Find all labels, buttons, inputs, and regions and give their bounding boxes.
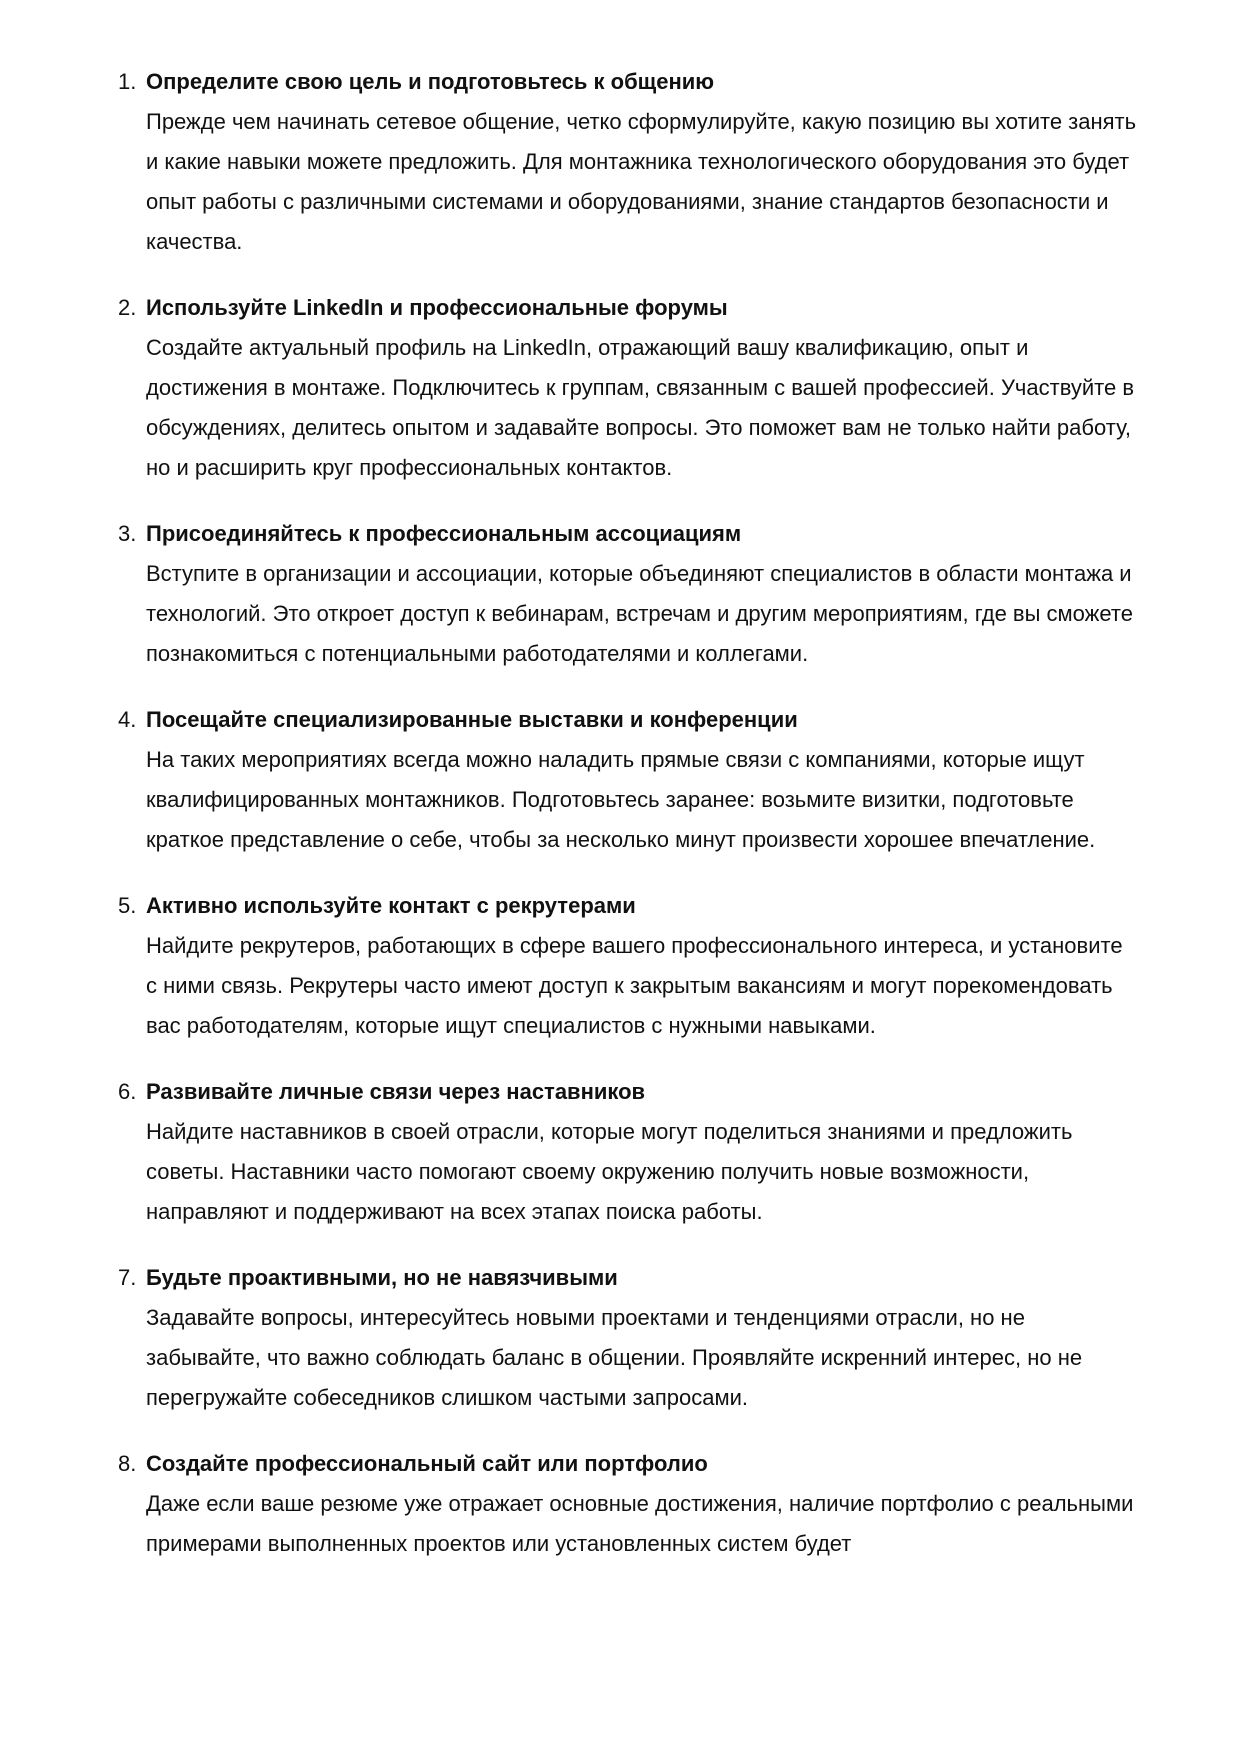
item-title: Будьте проактивными, но не навязчивыми <box>146 1265 618 1290</box>
item-body: Прежде чем начинать сетевое общение, четко сформулируйте, какую позицию вы хотите занять и какие навыки можете предложить. Для монтажника технологического оборудования это будет опыт работы с различными системами и оборудованиями, знание стандартов безопасности и качества. <box>146 109 1137 254</box>
list-item <box>118 1444 1139 1564</box>
item-body: Создайте актуальный профиль на LinkedIn, отражающий вашу квалификацию, опыт и достижения в монтаже. Подключитесь к группам, связанным с вашей профессией. Участвуйте в обсуждениях, делитесь опытом и задавайте вопросы. Это поможет вам не только найти работу, но и расширить круг профессиональных контактов. <box>146 335 1135 480</box>
list-item <box>118 288 1139 488</box>
list-item <box>118 62 1139 262</box>
item-number: 6. <box>118 1079 137 1104</box>
item-number: 2. <box>118 295 137 320</box>
list-item <box>118 886 1139 1046</box>
item-number: 1. <box>118 69 137 94</box>
item-body: Найдите наставников в своей отрасли, которые могут поделиться знаниями и предложить советы. Наставники часто помогают своему окружению получить новые возможности, направляют и поддерживают на всех этапах поиска работы. <box>146 1119 1073 1224</box>
tips-list <box>118 62 1139 1564</box>
item-title: Присоединяйтесь к профессиональным ассоциациям <box>146 521 742 546</box>
item-number: 7. <box>118 1265 137 1290</box>
item-title: Определите свою цель и подготовьтесь к общению <box>146 69 715 94</box>
item-title: Используйте LinkedIn и профессиональные форумы <box>146 295 728 320</box>
item-number: 5. <box>118 893 137 918</box>
item-title: Развивайте личные связи через наставников <box>146 1079 646 1104</box>
list-item <box>118 700 1139 860</box>
item-title: Активно используйте контакт с рекрутерами <box>146 893 636 918</box>
item-body: Вступите в организации и ассоциации, которые объединяют специалистов в области монтажа и технологий. Это откроет доступ к вебинарам, встречам и другим мероприятиям, где вы сможете познакомиться с потенциальными работодателями и коллегами. <box>146 561 1133 666</box>
list-item <box>118 1072 1139 1232</box>
item-number: 4. <box>118 707 137 732</box>
item-number: 8. <box>118 1451 137 1476</box>
item-body: На таких мероприятиях всегда можно наладить прямые связи с компаниями, которые ищут квалифицированных монтажников. Подготовьтесь заранее: возьмите визитки, подготовьте краткое представление о себе, чтобы за несколько минут произвести хорошее впечатление. <box>146 747 1096 852</box>
item-number: 3. <box>118 521 137 546</box>
item-body: Задавайте вопросы, интересуйтесь новыми проектами и тенденциями отрасли, но не забывайте, что важно соблюдать баланс в общении. Проявляйте искренний интерес, но не перегружайте собеседников слишком частыми запросами. <box>146 1305 1083 1410</box>
item-title: Создайте профессиональный сайт или портфолио <box>146 1451 708 1476</box>
item-title: Посещайте специализированные выставки и конференции <box>146 707 798 732</box>
item-body: Найдите рекрутеров, работающих в сфере вашего профессионального интереса, и установите с ними связь. Рекрутеры часто имеют доступ к закрытым вакансиям и могут порекомендовать вас работодателям, которые ищут специалистов с нужными навыками. <box>146 933 1123 1038</box>
list-item <box>118 1258 1139 1418</box>
list-item <box>118 514 1139 674</box>
item-body: Даже если ваше резюме уже отражает основные достижения, наличие портфолио с реальными примерами выполненных проектов или установленных систем будет <box>146 1491 1134 1556</box>
